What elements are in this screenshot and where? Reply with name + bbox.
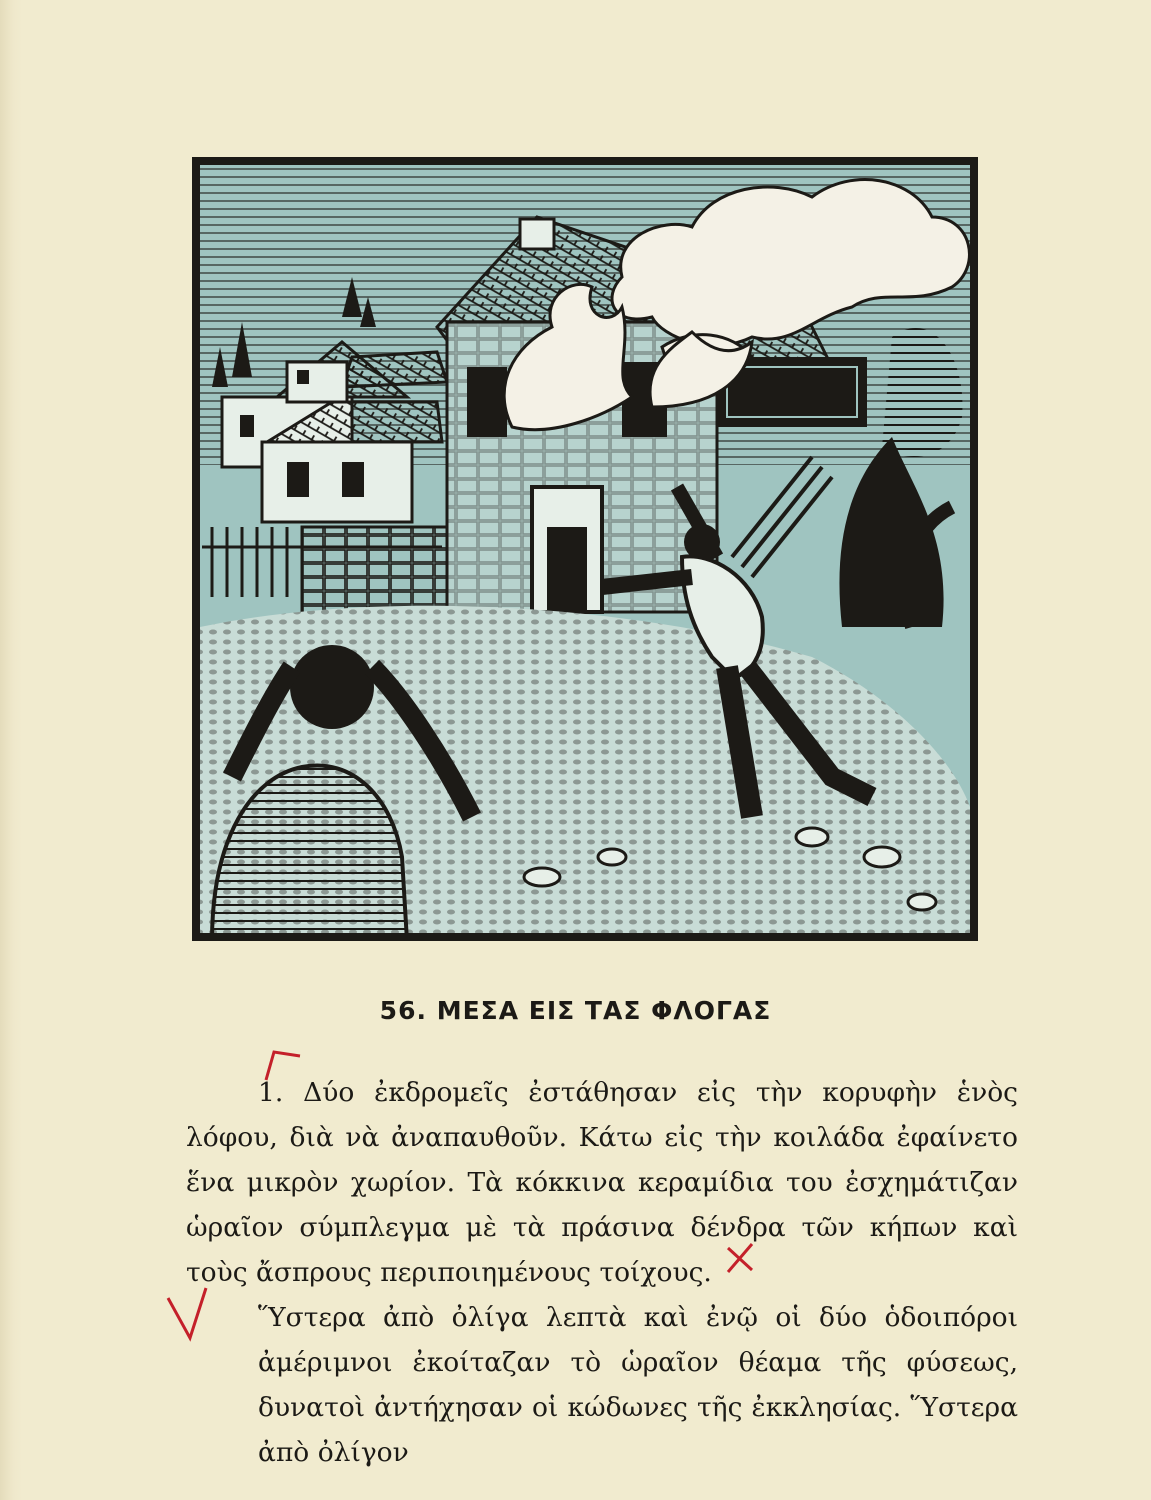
paragraph-number: 1. [258,1077,284,1108]
chapter-number: 56. [379,996,427,1025]
paragraph-text: Δύο ἐκδρομεῖς ἐστάθησαν εἰς τὴν κορυφὴν ἑνὸς λόφου, διὰ νὰ ἀναπαυθοῦν. Κάτω εἰς τὴν κοιλάδα ἐφαίνετο ἕνα μικρὸν χωρίον. Τὰ κόκκινα κεραμίδια του ἐσχημάτιζαν ὡραῖον σύμπλεγμα μὲ τὰ πράσινα δένδρα τῶν κήπων καὶ τοὺς ἄσπρους περιποιημένους τοίχους. [186,1077,1018,1288]
chapter-title: ΜΕΣΑ ΕΙΣ ΤΑΣ ΦΛΟΓΑΣ [436,996,772,1025]
paragraph-text: Ὕστερα ἀπὸ ὀλίγα λεπτὰ καὶ ἐνῷ οἱ δύο ὁδοιπόροι ἀμέριμνοι ἐκοίταζαν τὸ ὡραῖον θέαμα τῆς φύσεως, δυνατοὶ ἀντήχησαν οἱ κώδωνες τῆς ἐκκλησίας. Ὕστερα ἀπὸ ὀλίγον [258,1302,1018,1468]
